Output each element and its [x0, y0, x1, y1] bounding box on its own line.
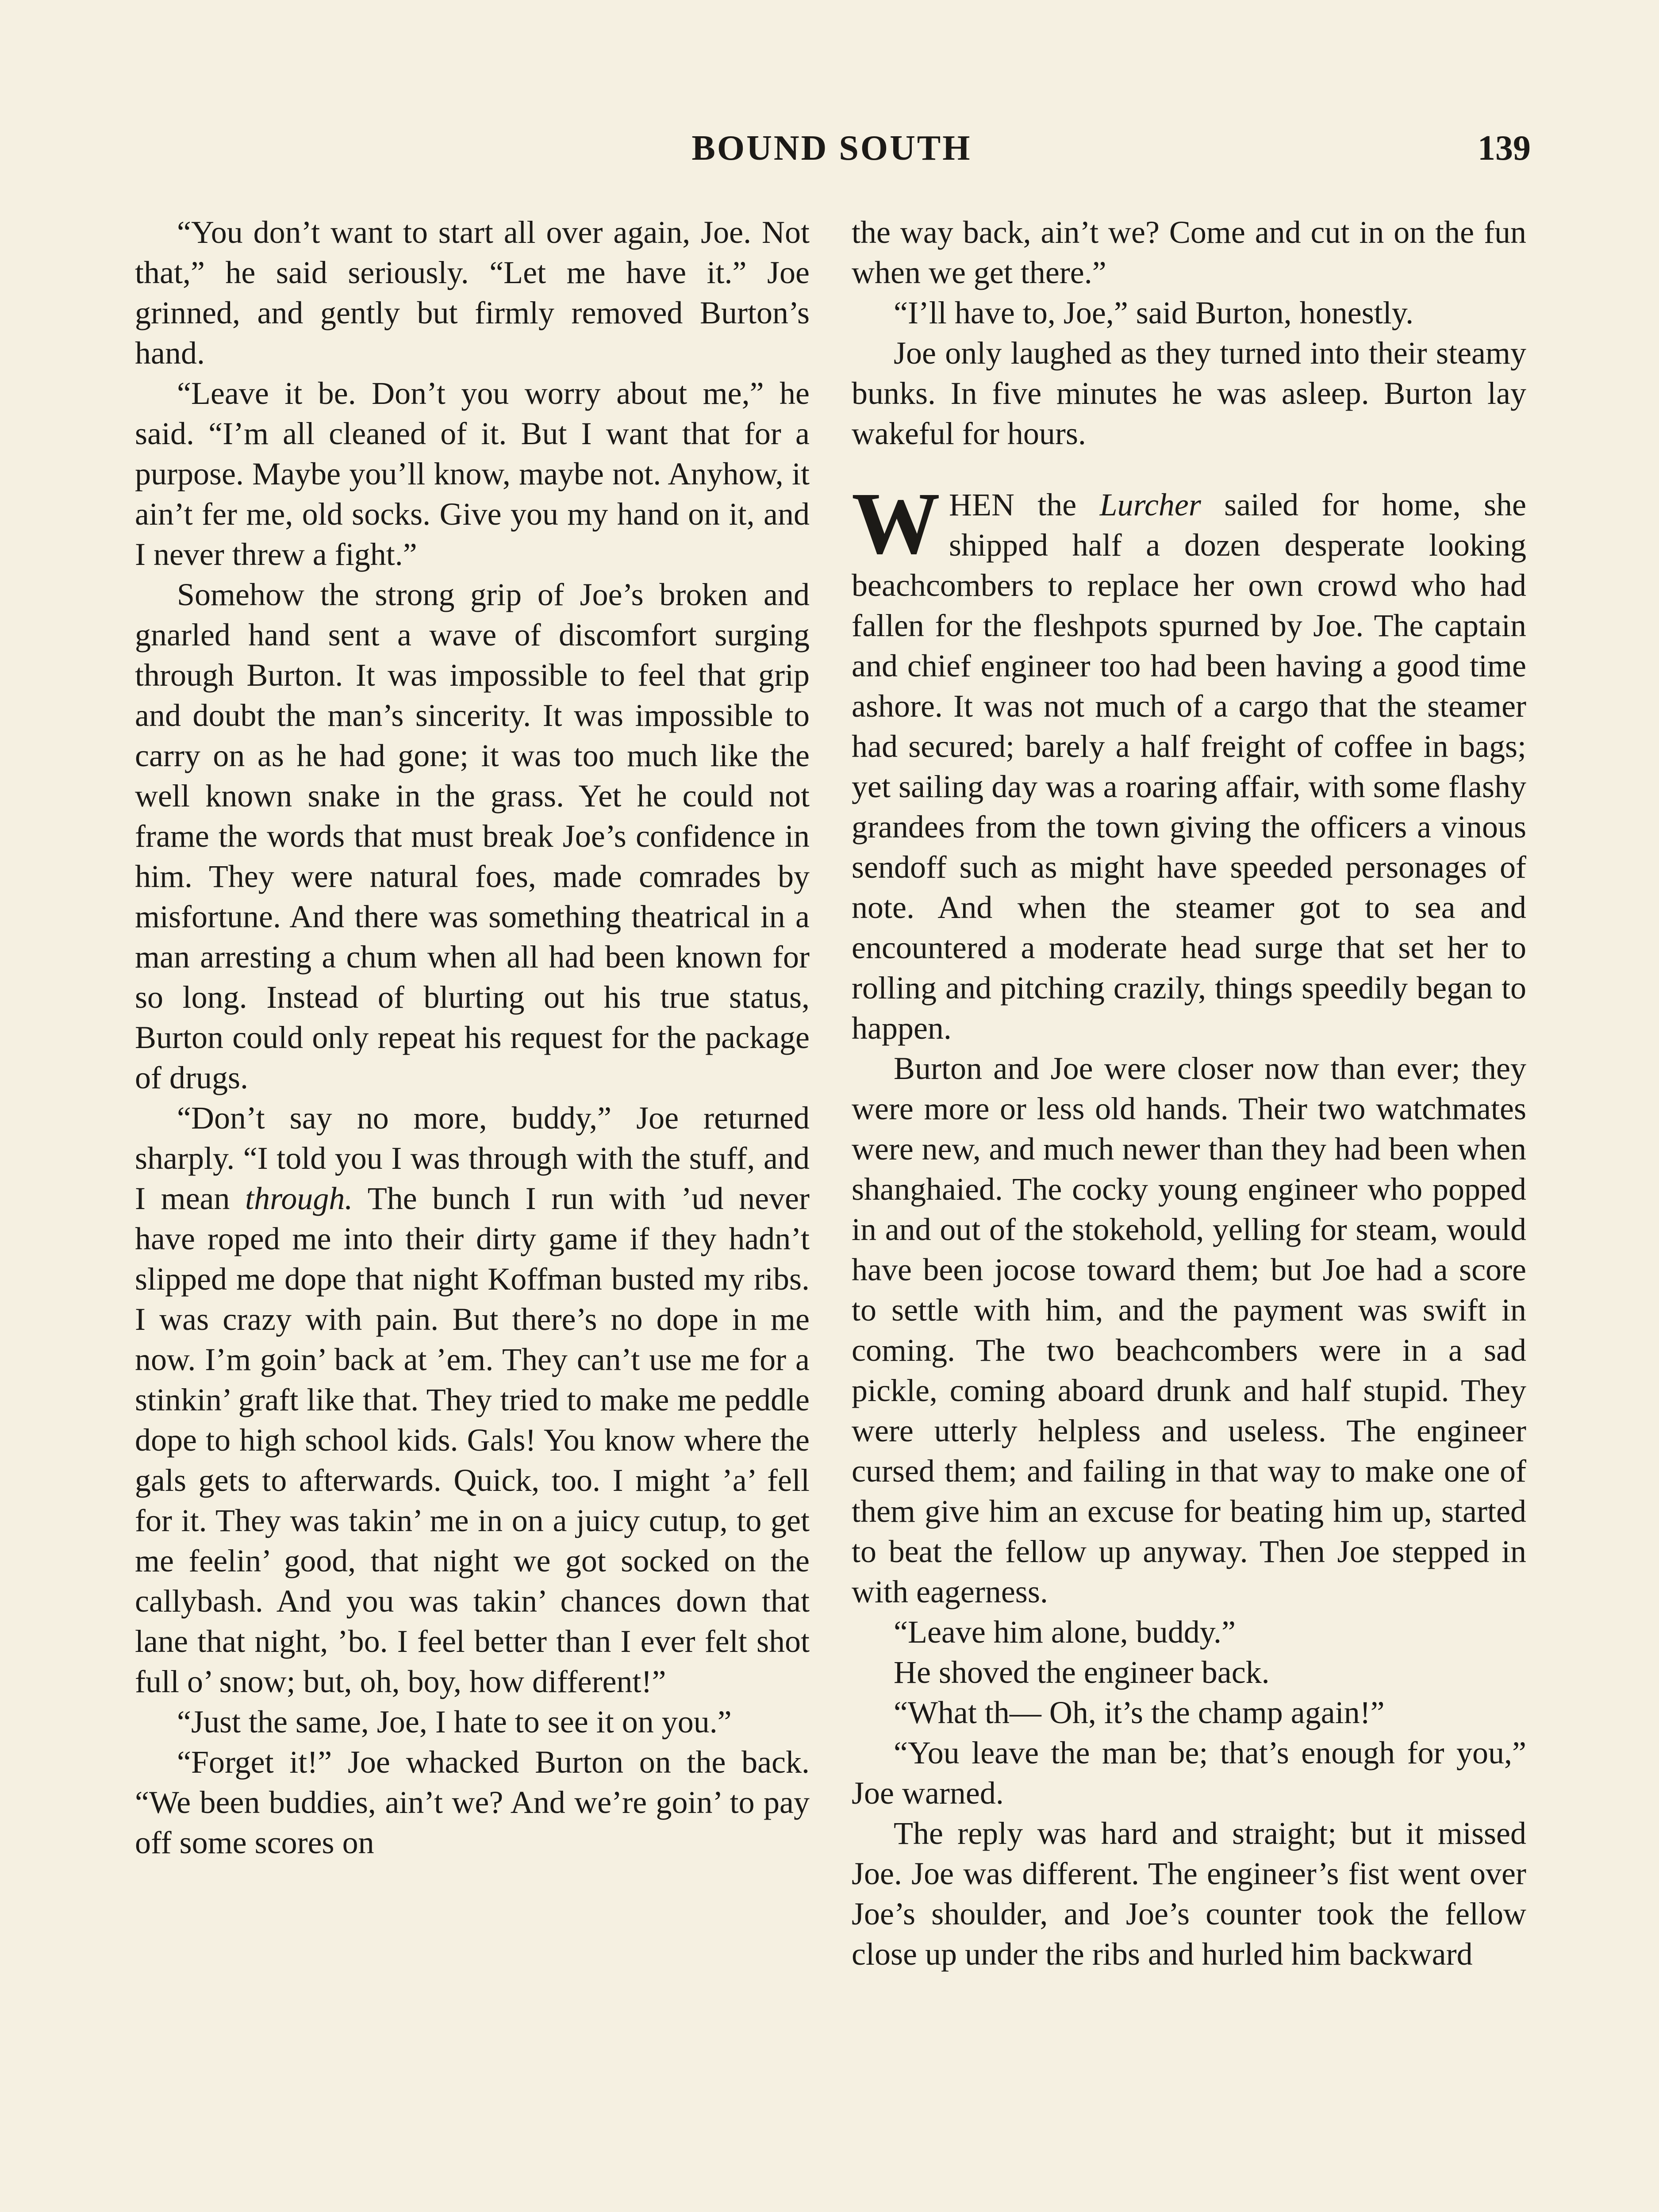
paragraph: “Leave it be. Don’t you worry about me,” he said. “I’m all cleaned of it. But I want that for a purpose. Maybe you’ll know, maybe not. Anyhow, it ain’t fer me, old socks. Give you my hand on it, and I never threw a fight.” — [135, 376, 810, 572]
paragraph: “What th— Oh, it’s the champ again!” — [894, 1695, 1385, 1730]
ship-name: Lurcher — [1099, 487, 1201, 522]
paragraph: “I’ll have to, Joe,” said Burton, honestly. — [894, 295, 1414, 330]
paragraph: the way back, ain’t we? Come and cut in on the fun when we get there.” — [852, 215, 1526, 290]
paragraph: He shoved the engineer back. — [894, 1655, 1270, 1690]
paragraph: “You leave the man be; that’s enough for you,” Joe warned. — [852, 1735, 1526, 1811]
paragraph: The reply was hard and straight; but it missed Joe. Joe was different. The engineer’s fist went over Joe’s shoulder, and Joe’s counter took the fellow close up under the ribs and hurled him backward — [852, 1816, 1526, 1972]
drop-cap: W — [852, 475, 940, 572]
right-column — [852, 212, 1526, 1974]
paragraph: “Forget it!” Joe whacked Burton on the back. “We been buddies, ain’t we? And we’re goin’ to pay off some scores on — [135, 1744, 810, 1860]
paragraph: Burton and Joe were closer now than ever; they were more or less old hands. Their two watchmates were new, and much newer than they had been when shanghaied. The cocky young engineer who popped in and out of the stokehold, yelling for steam, would have been jocose toward them; but Joe had a score to settle with him, and the payment was swift in coming. The two beachcombers were in a sad pickle, coming aboard drunk and half stupid. They were utterly helpless and useless. The engineer cursed them; and failing in that way to make one of them give him an excuse for beating him up, started to beat the fellow up anyway. Then Joe stepped in with eagerness. — [852, 1051, 1526, 1609]
text-run: HEN the — [949, 487, 1100, 522]
text-run: “Don’t say no more, buddy,” Joe returned sharply. “I told you I was through with the stuff, and I mean — [135, 1100, 810, 1216]
italic-emphasis: through. — [245, 1181, 353, 1216]
paragraph: “Just the same, Joe, I hate to see it on you.” — [177, 1704, 732, 1740]
left-column — [135, 212, 810, 1863]
paragraph: Somehow the strong grip of Joe’s broken and gnarled hand sent a wave of discomfort surging through Burton. It was impossible to feel that grip and doubt the man’s sincerity. It was impossible to carry on as he had gone; it was too much like the well known snake in the grass. Yet he could not frame the words that must break Joe’s confidence in him. They were natural foes, made comrades by misfortune. And there was something theatrical in a man arresting a chum when all had been known for so long. Instead of blurting out his true status, Burton could only repeat his request for the package of drugs. — [135, 577, 810, 1095]
running-head: BOUND SOUTH — [691, 129, 972, 168]
text-run: The bunch I run with ’ud never have roped me into their dirty game if they hadn’t slipped me dope that night Koffman busted my ribs. I was crazy with pain. But there’s no dope in me now. I’m goin’ back at ’em. They can’t use me for a stinkin’ graft like that. They tried to make me peddle dope to high school kids. Gals! You know where the gals gets to afterwards. Quick, too. I might ’a’ fell for it. They was takin’ me in on a juicy cutup, to get me feelin’ good, that night we got socked on the callybash. And you was takin’ chances down that lane that night, ’bo. I feel better than I ever felt shot full o’ snow; but, oh, boy, how different!” — [135, 1181, 810, 1699]
section-opening-paragraph — [852, 475, 1526, 1048]
text-run: sailed for home, she shipped half a dozen desperate looking beachcombers to replace her own crowd who had fallen for the fleshpots spurned by Joe. The captain and chief engineer too had been having a good time ashore. It was not much of a cargo that the steamer had secured; barely a half freight of coffee in bags; yet sailing day was a roaring affair, with some flashy grandees from the town giving the officers a vinous sendoff such as might have speeded personages of note. And when the steamer got to sea and encountered a moderate head surge that set her to rolling and pitching crazily, things speedily began to happen. — [852, 487, 1526, 1046]
page-header — [133, 128, 1531, 177]
paragraph: “Leave him alone, buddy.” — [894, 1614, 1236, 1650]
paragraph: Joe only laughed as they turned into their steamy bunks. In five minutes he was asleep. Burton lay wakeful for hours. — [852, 335, 1526, 451]
paragraph — [135, 1098, 810, 1702]
paragraph: “You don’t want to start all over again, Joe. Not that,” he said seriously. “Let me have it.” Joe grinned, and gently but firmly removed Burton’s hand. — [135, 215, 810, 371]
page-number: 139 — [1478, 129, 1531, 168]
